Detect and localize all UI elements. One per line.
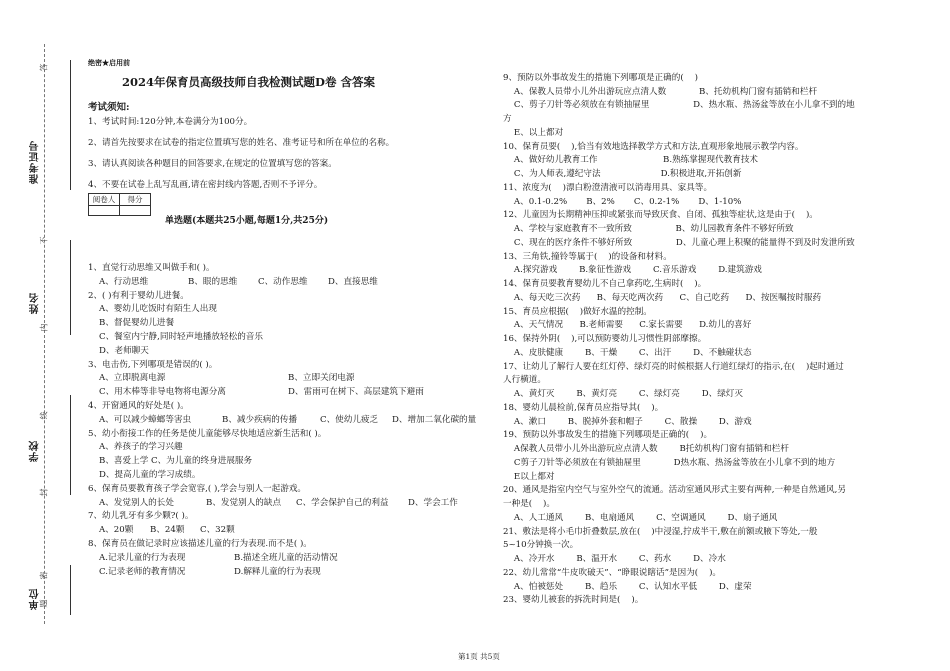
question-stem: 8、保育员在做记录时应该描述儿童的行为表现.而不是( )。 (88, 538, 312, 549)
question-line: 19、预防以外事故发生的措施下列哪项是正确的( )。 (503, 430, 713, 441)
question-line: 21、敷法是将小毛巾折叠数层,放在( )中浸湿,拧成半干,敷在前额或腋下等处,一般 (503, 526, 818, 537)
notice-item: 4、不要在试卷上乱写乱画,请在密封线内答题,否则不予评分。 (88, 180, 323, 190)
option[interactable]: A、立即脱离电源 (99, 373, 166, 384)
option[interactable]: A.记录儿童的行为表现 (99, 552, 186, 563)
notice-item: 3、请认真阅读各种题目的回答要求,在规定的位置填写您的答案。 (88, 159, 337, 169)
option[interactable]: C.记录老师的教育情况 (99, 566, 186, 577)
question-line: A、人工通风 B、电扇通风 C、空调通风 D、扇子通风 (503, 512, 778, 523)
question-line: 人行横道。 (503, 375, 546, 386)
question-line: A、每天吃三次药 B、每天吃两次药 C、自己吃药 D、按医嘱按时服药 (503, 292, 822, 303)
option-row (88, 276, 473, 290)
question-line: E、以上都对 (503, 127, 564, 138)
option[interactable]: D、老师聊天 (99, 345, 149, 356)
fold-mark: 封 (39, 488, 49, 497)
option-row (88, 372, 473, 386)
option[interactable]: C、使幼儿疲乏 (320, 414, 379, 425)
option[interactable]: D、直接思维 (328, 276, 378, 287)
question-line: C、为人师表,遵纪守法 D.积极进取,开拓创新 (503, 169, 742, 179)
question-line: A、怕被惩处 B、趋乐 C、认知水平低 D、虚荣 (503, 581, 752, 592)
option[interactable]: B、24颗 (150, 525, 185, 536)
grader-cell: 阅卷人 (89, 194, 120, 206)
question-line: C、剪子刀针等必须放在有锁抽屉里 D、热水瓶、热汤盆等放在小儿拿不到的地 (503, 100, 855, 111)
paper-title: 2024年保育员高级技师自我检测试题D卷 含答案 (122, 75, 375, 89)
right-questions (503, 58, 923, 608)
question-line: 14、保育员要教育婴幼儿不自己拿药吃,生病时( )。 (503, 279, 707, 289)
option-row (88, 497, 473, 511)
question-line: A、冷开水 B、温开水 C、药水 D、冷水 (503, 554, 726, 564)
question-line: 一种是( )。 (503, 499, 556, 509)
question-line: A、保教人员带小儿外出游玩应点清人数 B、托幼机构门窗有插销和栏杆 (503, 86, 818, 97)
label-rule-id (70, 60, 72, 190)
question-line: 20、通风是指室内空气与室外空气的流通。活动室通风形式主要有两种,一种是自然通风,另 (503, 485, 846, 496)
notice-heading: 考试须知: (88, 102, 130, 113)
question-line: A、做好幼儿教育工作 B.熟练掌握现代教育技术 (503, 155, 759, 166)
question-stem: 1、直觉行动思维又叫做手和( )。 (88, 263, 215, 273)
option-row (88, 552, 473, 566)
question-line: A、黄灯灭 B、黄灯亮 C、绿灯亮 D、绿灯灭 (503, 389, 743, 399)
option[interactable]: A、行动思维 (99, 276, 149, 287)
page-footer: 第1页 共5页 (458, 652, 500, 661)
question-line: 方 (503, 114, 512, 124)
fold-mark: 线 (39, 411, 49, 420)
score-box (88, 193, 151, 216)
option[interactable]: B、减少疾病的传播 (222, 414, 298, 425)
option[interactable]: D、学会工作 (408, 497, 458, 508)
question-stem: 2、( )有利于婴幼儿进餐。 (88, 290, 189, 301)
secret-mark: 绝密★启用前 (88, 58, 130, 67)
option[interactable]: B、发觉别人的缺点 (206, 497, 282, 508)
question-line: 22、幼儿常常“牛皮吹破天”、“睁眼说瞎话”是因为( )。 (503, 567, 722, 578)
notice-item: 2、请首先按要求在试卷的指定位置填写您的姓名、准考证号和所在单位的名称。 (88, 138, 395, 148)
question-line: 15、育员应根据( )做好水温的控制。 (503, 306, 652, 317)
label-rule-school (70, 395, 72, 495)
question-line: 18、婴幼儿晨检前,保育员应指导其( )。 (503, 402, 664, 413)
option[interactable]: C、动作思维 (258, 276, 308, 287)
question-line: 10、保育员要( ),恰当有效地选择教学方式和方法,直观形象地展示教学内容。 (503, 141, 804, 152)
option[interactable]: D、提高儿童的学习成绩。 (99, 469, 201, 480)
grader-input[interactable] (89, 206, 120, 216)
option[interactable]: B.描述全班儿童的活动情况 (234, 552, 338, 563)
option[interactable]: C、32颗 (200, 525, 235, 536)
section-title: 单选题(本题共25小题,每题1分,共25分) (165, 216, 329, 226)
fold-mark: 题 (39, 599, 49, 608)
question-line: 16、保持外阴( ),可以预防婴幼儿习惯性阴部摩擦。 (503, 334, 707, 344)
question-stem: 7、幼儿乳牙有多少颗?( )。 (88, 511, 194, 522)
fold-mark: 答 (39, 63, 49, 72)
label-name: 姓名 (30, 292, 41, 314)
option[interactable]: C、餐室内宁静,同时轻声地播放轻松的音乐 (99, 331, 263, 342)
fold-mark: 密 (39, 571, 49, 580)
label-rule-name (70, 240, 72, 335)
option-row (88, 414, 477, 428)
option[interactable]: A、婴幼儿吃饭时有陌生人出现 (99, 304, 217, 315)
question-line: 5~10分钟换一次。 (503, 540, 579, 551)
question-line: A、0.1-0.2% B、2% C、0.2-1% D、1-10% (503, 196, 742, 207)
option[interactable]: A、发觉别人的长处 (99, 497, 174, 508)
question-line: 23、婴幼儿被套的拆洗时间是( )。 (503, 595, 644, 606)
question-line: C剪子刀针等必须放在有锁抽屉里 D热水瓶、热汤盆等放在小儿拿不到的地方 (503, 457, 836, 468)
question-stem: 3、电击伤,下列哪项是错误的( )。 (88, 359, 218, 370)
label-school: 学校 (30, 440, 41, 462)
seal-line (44, 44, 46, 624)
option-row (88, 566, 473, 580)
question-stem: 6、保育员要教育孩子学会宽容,( ),学会与别人一起游戏。 (88, 483, 307, 494)
option[interactable]: B、眼的思维 (188, 276, 238, 287)
option[interactable]: C、用木棒等非导电物将电源分离 (99, 387, 226, 398)
score-input[interactable] (120, 206, 151, 216)
question-stem: 4、开窗通风的好处是( )。 (88, 400, 189, 411)
fold-mark: 内 (39, 323, 49, 332)
question-line: A、天气情况 B.老师需要 C.家长需要 D.幼儿的喜好 (503, 320, 752, 331)
question-line: A、学校与家庭教育不一致所致 B、幼儿园教育条件不够好所致 (503, 224, 794, 234)
option[interactable]: A、养孩子的学习兴趣 (99, 442, 183, 453)
option[interactable]: D、增加二氧化碳的量 (392, 414, 477, 425)
option-row (88, 524, 473, 538)
notice-list (88, 112, 394, 196)
option[interactable]: D、雷雨可在树下、高层建筑下避雨 (288, 387, 424, 398)
option[interactable]: B、立即关闭电源 (288, 373, 355, 384)
question-line: A、漱口 B、脱掉外套和帽子 C、散操 D、游戏 (503, 416, 752, 427)
question-line: A保教人员带小儿外出游玩应点清人数 B托幼机构门窗有插销和栏杆 (503, 444, 789, 454)
label-rule-unit (70, 565, 72, 615)
question-line: 11、浓度为( )漂白粉澄清液可以消毒用具、家具等。 (503, 182, 713, 193)
option[interactable]: D.解释儿童的行为表现 (234, 566, 321, 577)
option[interactable]: A、20颗 (99, 525, 134, 536)
fold-mark: 不 (39, 236, 49, 245)
notice-item: 1、考试时间:120分钟,本卷满分为100分。 (88, 117, 253, 127)
label-exam-id: 准考证号 (30, 140, 41, 184)
question-stem: 5、幼小衔接工作的任务是使儿童能够尽快地适应新生活和( )。 (88, 428, 327, 439)
question-line: 12、儿童因为长期精神压抑或紧张而导致厌食、自闭、孤独等症状,这是由于( )。 (503, 210, 818, 221)
question-line: A.探究游戏 B.象征性游戏 C.音乐游戏 D.建筑游戏 (503, 265, 762, 276)
label-unit: 单位 (30, 588, 41, 610)
question-line: C、现在的医疗条件不够好所致 D、儿童心理上积聚的能量得不到及时发泄所致 (503, 237, 855, 248)
score-cell: 得分 (120, 194, 151, 206)
question-line: A、皮肤健康 B、干燥 C、出汗 D、不触碰状态 (503, 347, 752, 358)
option[interactable]: A、可以减少蟑螂等害虫 (99, 414, 192, 425)
option[interactable]: B、督促婴幼儿进餐 (99, 318, 175, 329)
option[interactable]: C、学会保护自己的利益 (296, 497, 389, 508)
option[interactable]: B、喜爱上学 C、为儿童的终身进展服务 (99, 456, 253, 467)
question-line: 13、三角铁,撞铃等属于( )的设备和材料。 (503, 251, 672, 262)
question-line: E以上都对 (503, 471, 555, 482)
question-line: 9、预防以外事故发生的措施下列哪项是正确的( ) (503, 72, 698, 83)
question-line: 17、让幼儿了解行人要在红灯停、绿灯亮的时候根据人行道红绿灯的指示,在( )起时通过 (503, 361, 844, 372)
option-row (88, 386, 473, 400)
left-questions (88, 262, 477, 579)
